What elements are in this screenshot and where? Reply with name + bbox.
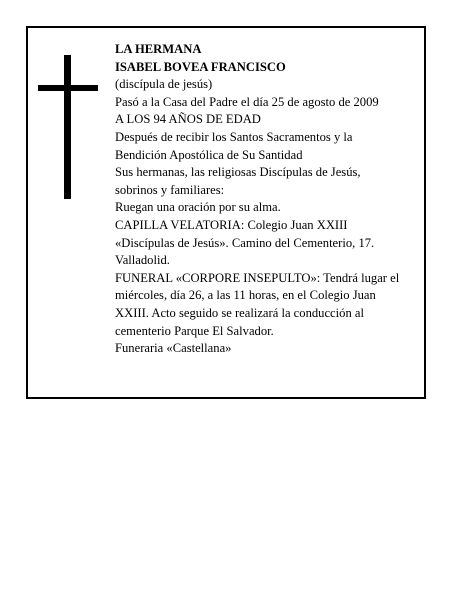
notice-line: Funeraria «Castellana» <box>115 341 232 356</box>
notice-line: (discípula de jesús) <box>115 77 213 92</box>
notice-line: Sus hermanas, las religiosas Discípulas de Jesús, <box>115 165 361 180</box>
notice-line: miércoles, día 26, a las 11 horas, en el Colegio Juan <box>115 288 376 303</box>
notice-line: A LOS 94 AÑOS DE EDAD <box>115 112 261 127</box>
obituary-notice <box>26 26 426 399</box>
notice-line: FUNERAL «CORPORE INSEPULTO»: Tendrá lugar el <box>115 270 400 285</box>
notice-line: XXIII. Acto seguido se realizará la conducción al <box>115 305 364 320</box>
notice-line: sobrinos y familiares: <box>115 182 225 197</box>
notice-text <box>115 41 433 358</box>
notice-heading: LA HERMANA <box>115 42 202 56</box>
notice-line: cementerio Parque El Salvador. <box>115 323 274 338</box>
cross-horizontal-bar <box>38 85 98 91</box>
cross-vertical-bar <box>64 55 71 199</box>
notice-line: Ruegan una oración por su alma. <box>115 200 281 215</box>
notice-line: Pasó a la Casa del Padre el día 25 de agosto de 2009 <box>115 94 379 109</box>
notice-line: CAPILLA VELATORIA: Colegio Juan XXIII <box>115 217 348 232</box>
notice-line: Bendición Apostólica de Su Santidad <box>115 147 303 162</box>
notice-line: «Discípulas de Jesús». Camino del Cementerio, 17. <box>115 235 375 250</box>
cross-icon <box>38 55 98 199</box>
deceased-name: ISABEL BOVEA FRANCISCO <box>115 59 286 74</box>
notice-line: Valladolid. <box>115 253 170 268</box>
notice-line: Después de recibir los Santos Sacramentos y la <box>115 129 353 144</box>
